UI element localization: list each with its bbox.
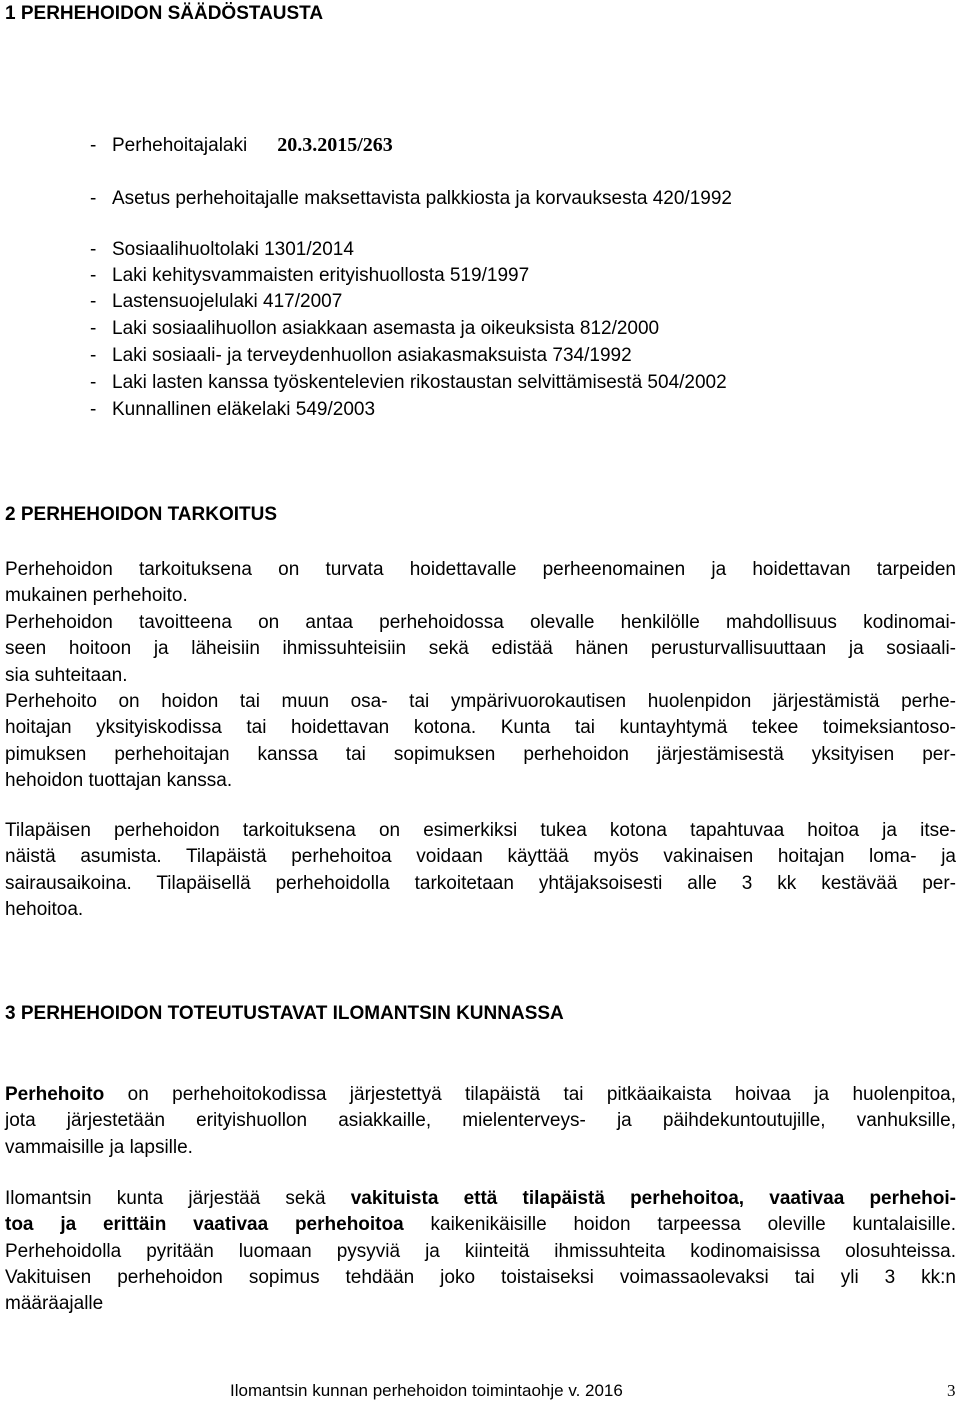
text-run: kaikenikäisille hoidon tarpeessa oleville kuntalaisille.: [403, 1214, 956, 1236]
list-dash: -: [90, 372, 97, 393]
paragraph-line: [5, 1186, 956, 1212]
paragraph-line: Perhehoidon tarkoituksena on turvata hoidettavalle perheenomainen ja hoidettavan tarpeiden: [5, 559, 956, 580]
list-dash: -: [90, 318, 97, 339]
list-text: Laki kehitysvammaisten erityishuollosta 519/1997: [112, 265, 530, 286]
bold-text: toa ja erittäin vaativaa perhehoitoa: [5, 1214, 404, 1236]
list-item: [90, 291, 342, 313]
paragraph-line: Vakituisen perhehoidon sopimus tehdään joko toistaiseksi voimassaolevaksi tai yli 3 kk:n: [5, 1266, 956, 1288]
paragraph-line: vammaisille ja lapsille.: [5, 1136, 193, 1158]
paragraph-line: sairausaikoina. Tilapäisellä perhehoidolla tarkoitetaan yhtäjaksoisesti alle 3 kk kestävää per-: [5, 872, 956, 894]
paragraph-line: sia suhteitaan.: [5, 664, 128, 686]
paragraph-line: [5, 1212, 956, 1238]
paragraph-line: näistä asumista. Tilapäistä perhehoitoa voidaan käyttää myös vakinaisen hoitajan loma- ja: [5, 846, 956, 868]
paragraph-line: Perhehoito on hoidon tai muun osa- tai ympärivuorokautisen huolenpidon järjestämistä perhe-: [5, 691, 956, 712]
section-1-heading: 1 PERHEHOIDON SÄÄDÖSTAUSTA: [5, 3, 324, 24]
list-text: Sosiaalihuoltolaki 1301/2014: [112, 239, 354, 260]
bold-text: vakituista että tilapäistä perhehoitoa, vaativaa perhehoi-: [350, 1188, 956, 1209]
paragraph: [5, 1186, 956, 1317]
page-footer: Ilomantsin kunnan perhehoidon toimintaohje v. 2016: [230, 1381, 623, 1400]
list-text: Perhehoitajalaki: [112, 135, 248, 156]
list-dash: -: [90, 239, 97, 260]
paragraph-line: pimuksen perhehoitajan kanssa tai sopimuksen perhehoidon järjestämisestä yksityisen per-: [5, 743, 956, 765]
paragraph-line: [5, 1082, 956, 1108]
list-text: Asetus perhehoitajalle maksettavista palkkiosta ja korvauksesta 420/1992: [112, 188, 732, 209]
paragraph-line: hehoidon tuottajan kanssa.: [5, 769, 233, 791]
list-dash: -: [90, 265, 97, 286]
paragraph-line: Perhehoidon tavoitteena on antaa perhehoidossa olevalle henkilölle mahdollisuus kodinomai-: [5, 612, 956, 633]
list-text: Laki lasten kanssa työskentelevien rikostaustan selvittämisestä 504/2002: [112, 372, 727, 393]
paragraph-line: määräajalle: [5, 1293, 104, 1315]
list-item: [90, 372, 727, 394]
list-item: [90, 239, 354, 261]
paragraph: [5, 610, 956, 689]
list-text: Laki sosiaali- ja terveydenhuollon asiakasmaksuista 734/1992: [112, 345, 632, 366]
list-dash: -: [90, 291, 97, 312]
paragraph: [5, 818, 956, 923]
paragraph-line: seen hoitoon ja läheisiin ihmissuhteisiin sekä edistää hänen perusturvallisuuttaan ja sosiaali-: [5, 638, 956, 660]
paragraph: [5, 557, 956, 610]
list-text: Lastensuojelulaki 417/2007: [112, 291, 343, 312]
section-3-heading: 3 PERHEHOIDON TOTEUTUSTAVAT ILOMANTSIN KUNNASSA: [5, 1003, 564, 1024]
text-run: Ilomantsin kunta järjestää sekä: [5, 1188, 351, 1209]
section-2-heading: 2 PERHEHOIDON TARKOITUS: [5, 504, 278, 525]
list-item: [90, 188, 732, 210]
list-dash: -: [90, 188, 97, 209]
list-text: Laki sosiaalihuollon asiakkaan asemasta ja oikeuksista 812/2000: [112, 318, 660, 339]
list-date: 20.3.2015/263: [277, 134, 393, 156]
list-item: [90, 399, 375, 421]
paragraph-line: jota järjestetään erityishuollon asiakkaille, mielenterveys- ja päihdekuntoutujille, vanhuksille,: [5, 1110, 956, 1132]
list-dash: -: [90, 399, 97, 420]
list-dash: -: [90, 345, 97, 366]
paragraph-line: Tilapäisen perhehoidon tarkoituksena on esimerkiksi tukea kotona tapahtuvaa hoitoa ja itse-: [5, 820, 956, 841]
list-dash: -: [90, 135, 97, 156]
list-item: [90, 345, 632, 367]
text-run: on perhehoitokodissa järjestettyä tilapäistä tai pitkäaikaista hoivaa ja huolenpitoa,: [104, 1084, 956, 1105]
paragraph: [5, 1082, 956, 1161]
paragraph: [5, 689, 956, 794]
paragraph-line: Perhehoidolla pyritään luomaan pysyviä ja kiinteitä ihmissuhteita kodinomaisissa olosuhteissa.: [5, 1240, 956, 1262]
paragraph-line: hoitajan yksityiskodissa tai hoidettavan kotona. Kunta tai kuntayhtymä tekee toimeksiantoso-: [5, 717, 956, 739]
paragraph-line: mukainen perhehoito.: [5, 585, 188, 607]
list-item: [90, 134, 393, 157]
list-item: [90, 318, 659, 340]
bold-term: Perhehoito: [5, 1084, 105, 1105]
paragraph-line: hehoitoa.: [5, 898, 84, 920]
page-number: 3: [947, 1381, 956, 1400]
list-item: [90, 265, 529, 287]
list-text: Kunnallinen eläkelaki 549/2003: [112, 399, 376, 420]
